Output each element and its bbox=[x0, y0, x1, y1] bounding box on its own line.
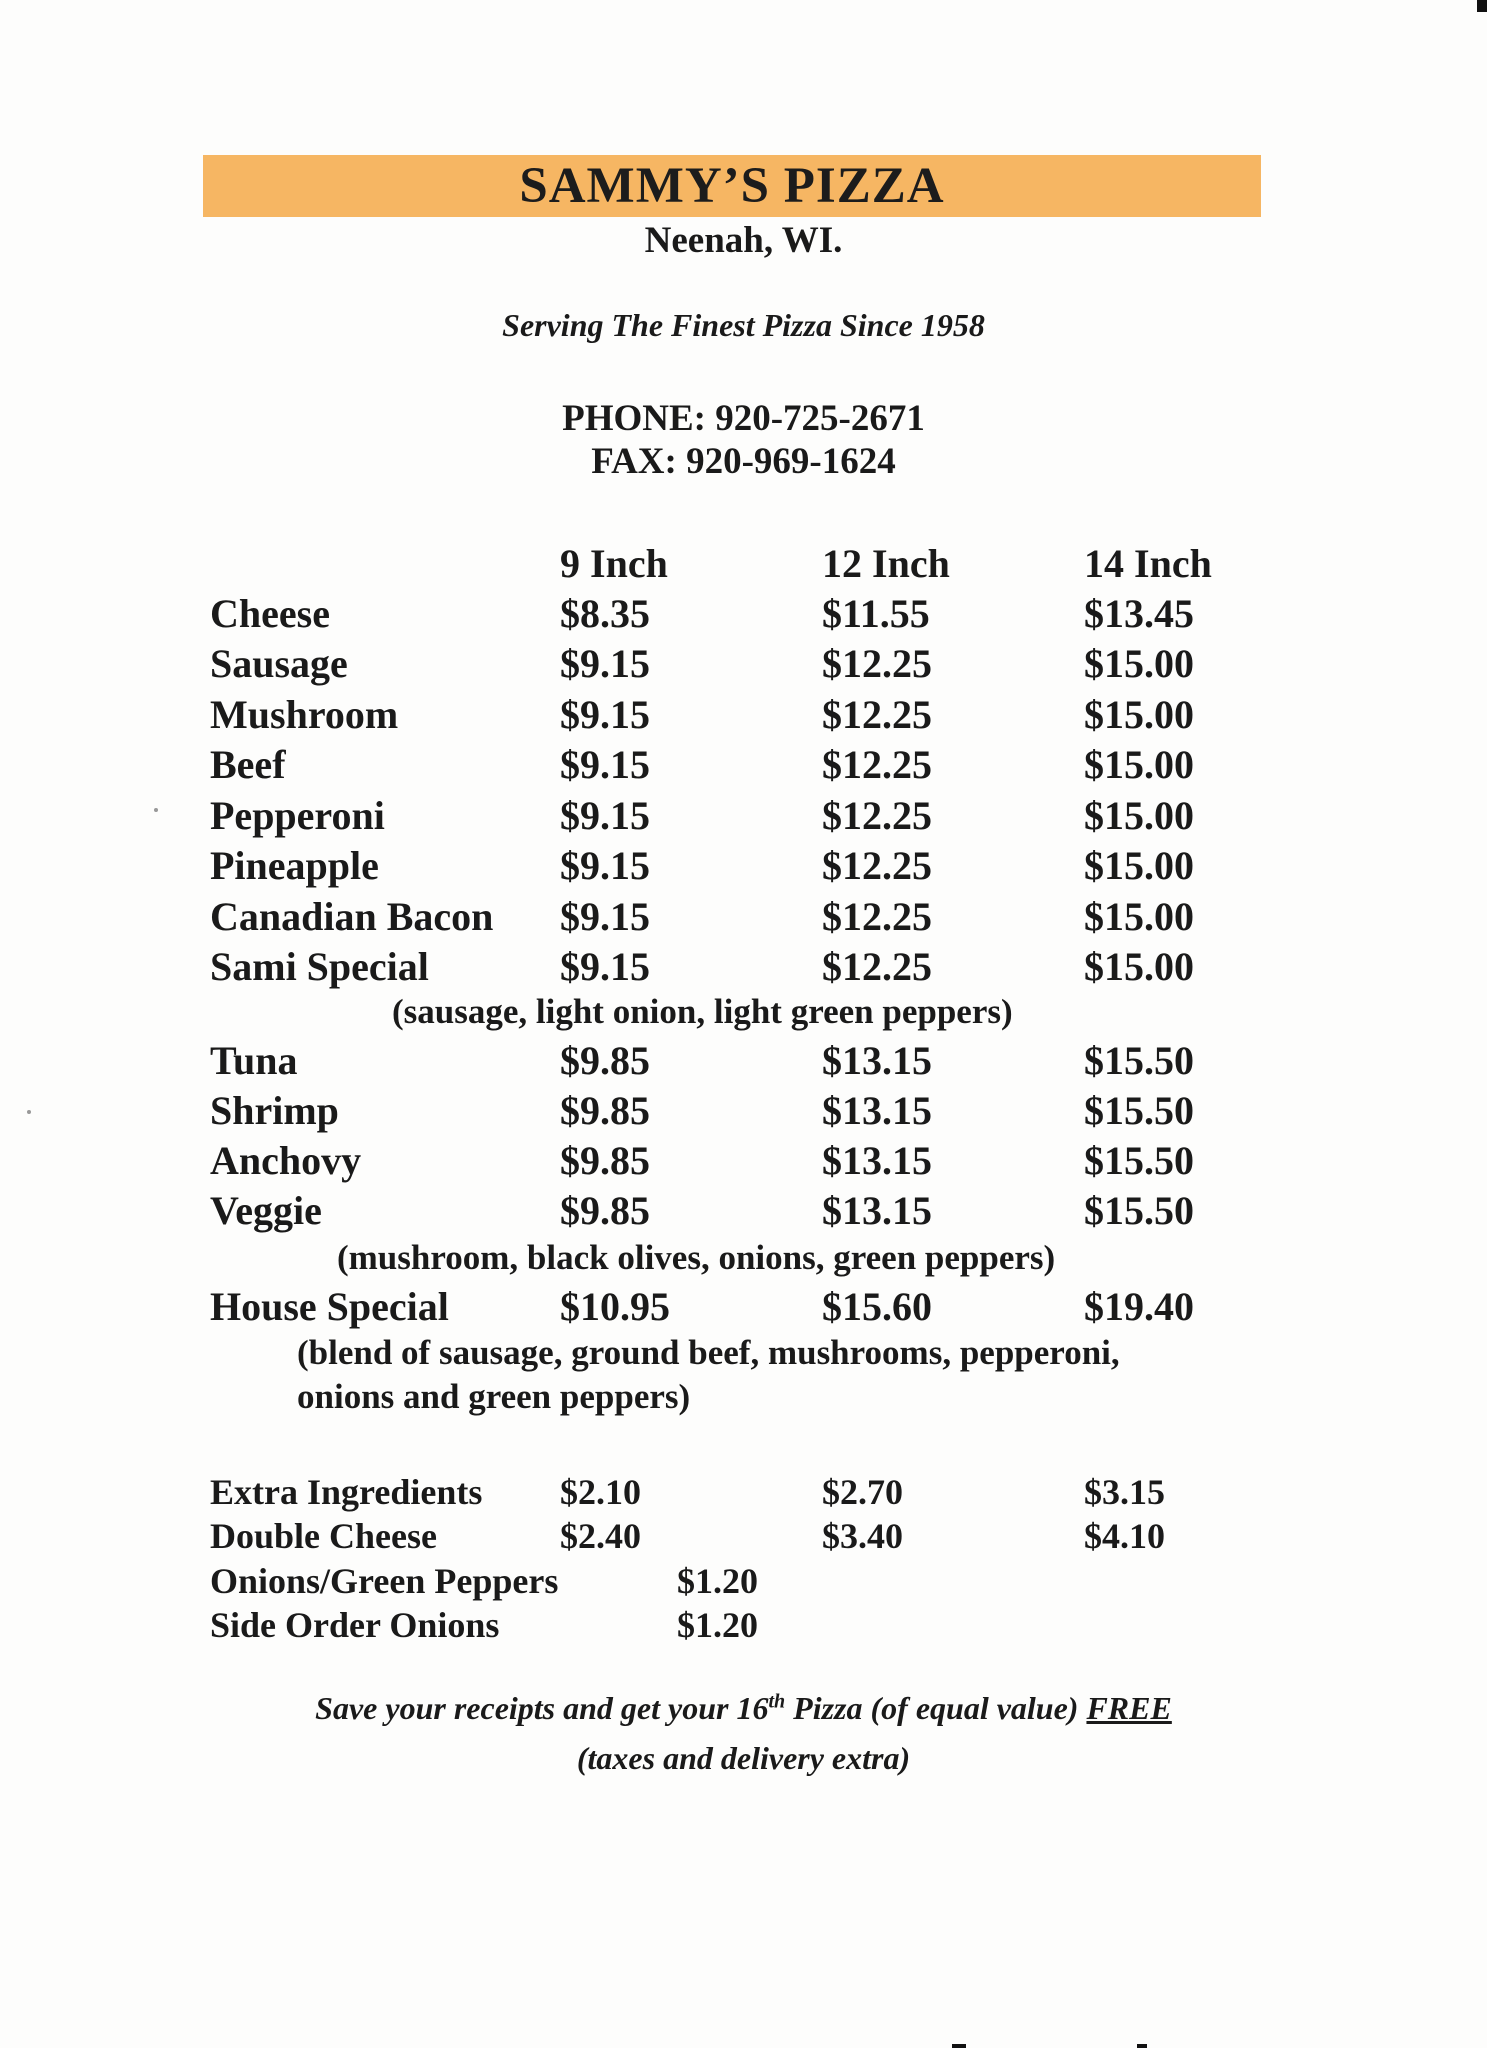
price-14: $15.00 bbox=[1084, 944, 1194, 989]
price-9: $9.15 bbox=[560, 641, 650, 686]
item-name: Anchovy bbox=[210, 1138, 362, 1183]
item-name: Canadian Bacon bbox=[210, 894, 494, 939]
extra-row-onions-green-peppers bbox=[0, 1560, 1487, 1602]
tagline: Serving The Finest Pizza Since 1958 bbox=[502, 307, 985, 343]
item-name: House Special bbox=[210, 1284, 449, 1329]
price-14: $13.45 bbox=[1084, 591, 1194, 636]
price-14: $15.50 bbox=[1084, 1188, 1194, 1233]
price-14: $19.40 bbox=[1084, 1284, 1194, 1329]
menu-row-sami-special bbox=[0, 943, 1487, 991]
item-name: Tuna bbox=[210, 1038, 298, 1083]
size-header-14: 14 Inch bbox=[1084, 541, 1212, 586]
item-name: Sausage bbox=[210, 641, 348, 686]
price-9: $2.10 bbox=[560, 1472, 641, 1512]
price-12: $12.25 bbox=[822, 742, 932, 787]
scan-mark bbox=[1477, 0, 1487, 12]
price-9: $9.85 bbox=[560, 1188, 650, 1233]
price-12: $15.60 bbox=[822, 1284, 932, 1329]
price-12: $12.25 bbox=[822, 641, 932, 686]
price-9: $9.15 bbox=[560, 843, 650, 888]
extra-name: Extra Ingredients bbox=[210, 1472, 483, 1512]
title-banner bbox=[203, 155, 1261, 217]
promo-free: FREE bbox=[1086, 1690, 1172, 1726]
price-9: $9.85 bbox=[560, 1088, 650, 1133]
price-12: $13.15 bbox=[822, 1038, 932, 1083]
price-12: $2.70 bbox=[822, 1472, 903, 1512]
price-9: $9.85 bbox=[560, 1038, 650, 1083]
item-name: Pineapple bbox=[210, 843, 379, 888]
item-name: Cheese bbox=[210, 591, 330, 636]
item-name: Veggie bbox=[210, 1188, 322, 1233]
price-9: $8.35 bbox=[560, 591, 650, 636]
price-14: $15.00 bbox=[1084, 641, 1194, 686]
price: $1.20 bbox=[677, 1561, 758, 1601]
menu-row-veggie bbox=[0, 1187, 1487, 1235]
extra-row-side-order-onions bbox=[0, 1604, 1487, 1646]
promo-note: (taxes and delivery extra) bbox=[576, 1740, 911, 1776]
menu-row-house-special bbox=[0, 1283, 1487, 1331]
price-14: $15.50 bbox=[1084, 1138, 1194, 1183]
menu-row-mushroom bbox=[0, 691, 1487, 739]
menu-row-cheese bbox=[0, 590, 1487, 638]
scan-mark bbox=[1137, 2044, 1147, 2048]
menu-row-tuna bbox=[0, 1037, 1487, 1085]
item-name: Beef bbox=[210, 742, 286, 787]
extra-name: Side Order Onions bbox=[210, 1605, 500, 1645]
price-9: $9.15 bbox=[560, 742, 650, 787]
price-12: $12.25 bbox=[822, 793, 932, 838]
price: $1.20 bbox=[677, 1605, 758, 1645]
price-9: $9.15 bbox=[560, 692, 650, 737]
price-14: $4.10 bbox=[1084, 1516, 1165, 1556]
extra-row-extra-ingredients bbox=[0, 1471, 1487, 1513]
price-12: $12.25 bbox=[822, 894, 932, 939]
promo-text-middle: Pizza (of equal value) bbox=[785, 1690, 1087, 1726]
price-9: $9.15 bbox=[560, 793, 650, 838]
price-12: $13.15 bbox=[822, 1188, 932, 1233]
price-9: $10.95 bbox=[560, 1284, 670, 1329]
restaurant-name: SAMMY’S PIZZA bbox=[519, 158, 945, 214]
veggie-description: (mushroom, black olives, onions, green peppers) bbox=[337, 1238, 1056, 1277]
promo-superscript: th bbox=[768, 1690, 786, 1713]
menu-row-canadian-bacon bbox=[0, 893, 1487, 941]
promo-text-start: Save your receipts and get your 16 bbox=[315, 1690, 769, 1726]
price-12: $12.25 bbox=[822, 944, 932, 989]
fax-number: FAX: 920-969-1624 bbox=[591, 441, 896, 482]
price-9: $2.40 bbox=[560, 1516, 641, 1556]
price-14: $15.50 bbox=[1084, 1038, 1194, 1083]
item-name: Mushroom bbox=[210, 692, 399, 737]
extra-row-double-cheese bbox=[0, 1515, 1487, 1557]
price-14: $15.00 bbox=[1084, 843, 1194, 888]
menu-row-anchovy bbox=[0, 1137, 1487, 1185]
price-12: $11.55 bbox=[822, 591, 930, 636]
item-name: Shrimp bbox=[210, 1088, 339, 1133]
location: Neenah, WI. bbox=[644, 220, 843, 261]
item-name: Pepperoni bbox=[210, 793, 385, 838]
menu-row-beef bbox=[0, 741, 1487, 789]
menu-row-pepperoni bbox=[0, 792, 1487, 840]
house-special-description: (blend of sausage, ground beef, mushrooms, pepperoni, bbox=[297, 1333, 1120, 1372]
price-14: $15.00 bbox=[1084, 894, 1194, 939]
price-12: $13.15 bbox=[822, 1088, 932, 1133]
price-9: $9.15 bbox=[560, 894, 650, 939]
price-12: $3.40 bbox=[822, 1516, 903, 1556]
menu-row-pineapple bbox=[0, 842, 1487, 890]
price-9: $9.85 bbox=[560, 1138, 650, 1183]
extra-name: Onions/Green Peppers bbox=[210, 1561, 559, 1601]
price-12: $13.15 bbox=[822, 1138, 932, 1183]
menu-row-shrimp bbox=[0, 1087, 1487, 1135]
price-14: $15.00 bbox=[1084, 742, 1194, 787]
price-14: $15.50 bbox=[1084, 1088, 1194, 1133]
price-12: $12.25 bbox=[822, 843, 932, 888]
price-12: $12.25 bbox=[822, 692, 932, 737]
size-header-row bbox=[0, 540, 1487, 588]
item-name: Sami Special bbox=[210, 944, 429, 989]
menu-row-sausage bbox=[0, 640, 1487, 688]
house-special-description-cont: onions and green peppers) bbox=[297, 1377, 691, 1416]
promo-text bbox=[0, 1690, 1487, 1727]
price-9: $9.15 bbox=[560, 944, 650, 989]
phone-number: PHONE: 920-725-2671 bbox=[562, 398, 925, 439]
price-14: $3.15 bbox=[1084, 1472, 1165, 1512]
size-header-12: 12 Inch bbox=[822, 541, 950, 586]
scan-mark bbox=[952, 2044, 966, 2048]
price-14: $15.00 bbox=[1084, 793, 1194, 838]
price-14: $15.00 bbox=[1084, 692, 1194, 737]
extra-name: Double Cheese bbox=[210, 1516, 437, 1556]
size-header-9: 9 Inch bbox=[560, 541, 668, 586]
sami-special-description: (sausage, light onion, light green peppers) bbox=[392, 992, 1013, 1031]
